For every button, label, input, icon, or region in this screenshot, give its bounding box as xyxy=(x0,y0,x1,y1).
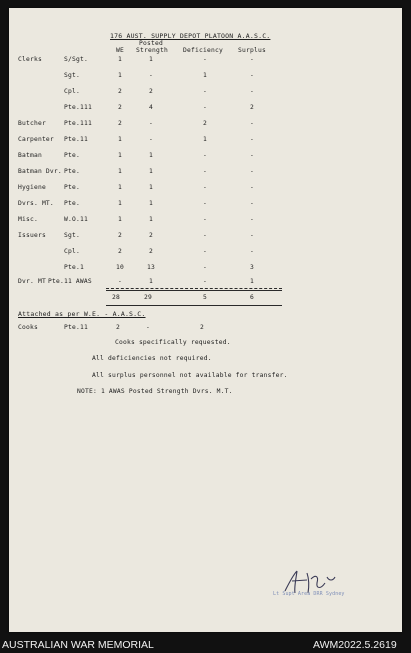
row-surplus: - xyxy=(250,56,254,63)
row-posted: 1 xyxy=(149,184,153,191)
row-we: 1 xyxy=(118,168,122,175)
row-surplus: 2 xyxy=(250,104,254,111)
attached-rank: Pte.11 xyxy=(64,324,88,331)
row-we: 1 xyxy=(118,184,122,191)
row-deficiency: - xyxy=(203,200,207,207)
row-rank: Pte. xyxy=(64,184,80,191)
note-line: All surplus personnel not available for transfer. xyxy=(92,372,288,379)
row-trade: Butcher xyxy=(18,120,46,127)
row-we: 2 xyxy=(118,88,122,95)
row-posted: 2 xyxy=(149,248,153,255)
note-line: All deficiencies not required. xyxy=(92,355,212,362)
total-deficiency: 5 xyxy=(203,294,207,301)
row-rank: Pte. xyxy=(64,168,80,175)
attached-deficiency: 2 xyxy=(200,324,204,331)
row-deficiency: - xyxy=(203,216,207,223)
row-we: 1 xyxy=(118,56,122,63)
row-posted: 1 xyxy=(149,216,153,223)
row-rank: S/Sgt. xyxy=(64,56,88,63)
row-posted: 13 xyxy=(147,264,155,271)
row-deficiency: - xyxy=(203,56,207,63)
row-deficiency: - xyxy=(203,248,207,255)
row-posted: 2 xyxy=(149,88,153,95)
row-posted: - xyxy=(149,120,153,127)
row-rank: Pte.1 xyxy=(64,264,84,271)
row-surplus: 3 xyxy=(250,264,254,271)
row-surplus: - xyxy=(250,248,254,255)
row-deficiency: - xyxy=(203,168,207,175)
row-deficiency: - xyxy=(203,152,207,159)
totals-rule xyxy=(106,288,282,289)
row-surplus: - xyxy=(250,184,254,191)
attached-posted: - xyxy=(146,324,150,331)
note-line: Cooks specifically requested. xyxy=(115,339,231,346)
row-rank: Cpl. xyxy=(64,88,80,95)
row-deficiency: - xyxy=(203,88,207,95)
row-deficiency: 1 xyxy=(203,136,207,143)
row-surplus: - xyxy=(250,232,254,239)
row-we: 2 xyxy=(118,248,122,255)
row-surplus: - xyxy=(250,168,254,175)
row-deficiency: - xyxy=(203,104,207,111)
totals-rule-bottom xyxy=(106,305,282,306)
row-rank: Pte. xyxy=(64,152,80,159)
row-posted: 4 xyxy=(149,104,153,111)
row-trade: Issuers xyxy=(18,232,46,239)
row-trade: Dvr. MT xyxy=(18,278,46,285)
row-trade: Hygiene xyxy=(18,184,46,191)
totals-rule-solid xyxy=(106,290,282,291)
row-we: 2 xyxy=(118,120,122,127)
row-rank: Sgt. xyxy=(64,72,80,79)
row-posted: 1 xyxy=(149,152,153,159)
column-header-deficiency: Deficiency xyxy=(183,47,223,54)
row-surplus: - xyxy=(250,136,254,143)
attached-we: 2 xyxy=(116,324,120,331)
row-we: 1 xyxy=(118,136,122,143)
row-surplus: - xyxy=(250,200,254,207)
row-trade: Dvrs. MT. xyxy=(18,200,54,207)
row-we: 2 xyxy=(118,104,122,111)
row-rank: Pte.11 AWAS xyxy=(48,278,92,285)
row-we: 1 xyxy=(118,72,122,79)
attached-heading: Attached as per W.E. - A.A.S.C. xyxy=(18,310,146,318)
office-stamp: Lt Supt Area DRR Sydney xyxy=(273,591,345,597)
total-surplus: 6 xyxy=(250,294,254,301)
footer-institution: AUSTRALIAN WAR MEMORIAL xyxy=(2,639,154,651)
row-we: 10 xyxy=(116,264,124,271)
note-line: NOTE: 1 AWAS Posted Strength Dvrs. M.T. xyxy=(77,388,233,395)
row-trade: Carpenter xyxy=(18,136,54,143)
row-we: 1 xyxy=(118,200,122,207)
row-rank: Pte.111 xyxy=(64,104,92,111)
row-we: - xyxy=(118,278,122,285)
row-surplus: - xyxy=(250,72,254,79)
document-heading: 176 AUST. SUPPLY DEPOT PLATOON A.A.S.C. xyxy=(110,32,271,40)
row-deficiency: - xyxy=(203,184,207,191)
document-page xyxy=(9,8,402,632)
row-surplus: - xyxy=(250,216,254,223)
row-deficiency: - xyxy=(203,264,207,271)
column-header-we: WE xyxy=(116,47,124,54)
row-rank: W.O.11 xyxy=(64,216,88,223)
attached-trade: Cooks xyxy=(18,324,38,331)
row-we: 1 xyxy=(118,152,122,159)
total-posted: 29 xyxy=(144,294,152,301)
row-posted: 2 xyxy=(149,232,153,239)
row-posted: 1 xyxy=(149,200,153,207)
row-posted: - xyxy=(149,136,153,143)
column-header-surplus: Surplus xyxy=(238,47,266,54)
row-deficiency: - xyxy=(203,232,207,239)
row-we: 1 xyxy=(118,216,122,223)
row-rank: Pte.11 xyxy=(64,136,88,143)
row-surplus: - xyxy=(250,152,254,159)
column-header-posted: Posted xyxy=(139,40,163,47)
row-rank: Pte. xyxy=(64,200,80,207)
row-deficiency: 1 xyxy=(203,72,207,79)
row-rank: Sgt. xyxy=(64,232,80,239)
row-trade: Batman xyxy=(18,152,42,159)
row-posted: 1 xyxy=(149,168,153,175)
total-we: 28 xyxy=(112,294,120,301)
row-posted: - xyxy=(149,72,153,79)
row-rank: Pte.111 xyxy=(64,120,92,127)
row-posted: 1 xyxy=(149,56,153,63)
row-deficiency: 2 xyxy=(203,120,207,127)
row-we: 2 xyxy=(118,232,122,239)
row-surplus: - xyxy=(250,88,254,95)
row-surplus: - xyxy=(250,120,254,127)
row-posted: 1 xyxy=(149,278,153,285)
row-trade: Batman Dvr. xyxy=(18,168,62,175)
row-deficiency: - xyxy=(203,278,207,285)
row-rank: Cpl. xyxy=(64,248,80,255)
row-trade: Misc. xyxy=(18,216,38,223)
row-surplus: 1 xyxy=(250,278,254,285)
row-trade: Clerks xyxy=(18,56,42,63)
footer-accession-number: AWM2022.5.2619 xyxy=(313,639,397,651)
column-header-strength: Strength xyxy=(136,47,168,54)
